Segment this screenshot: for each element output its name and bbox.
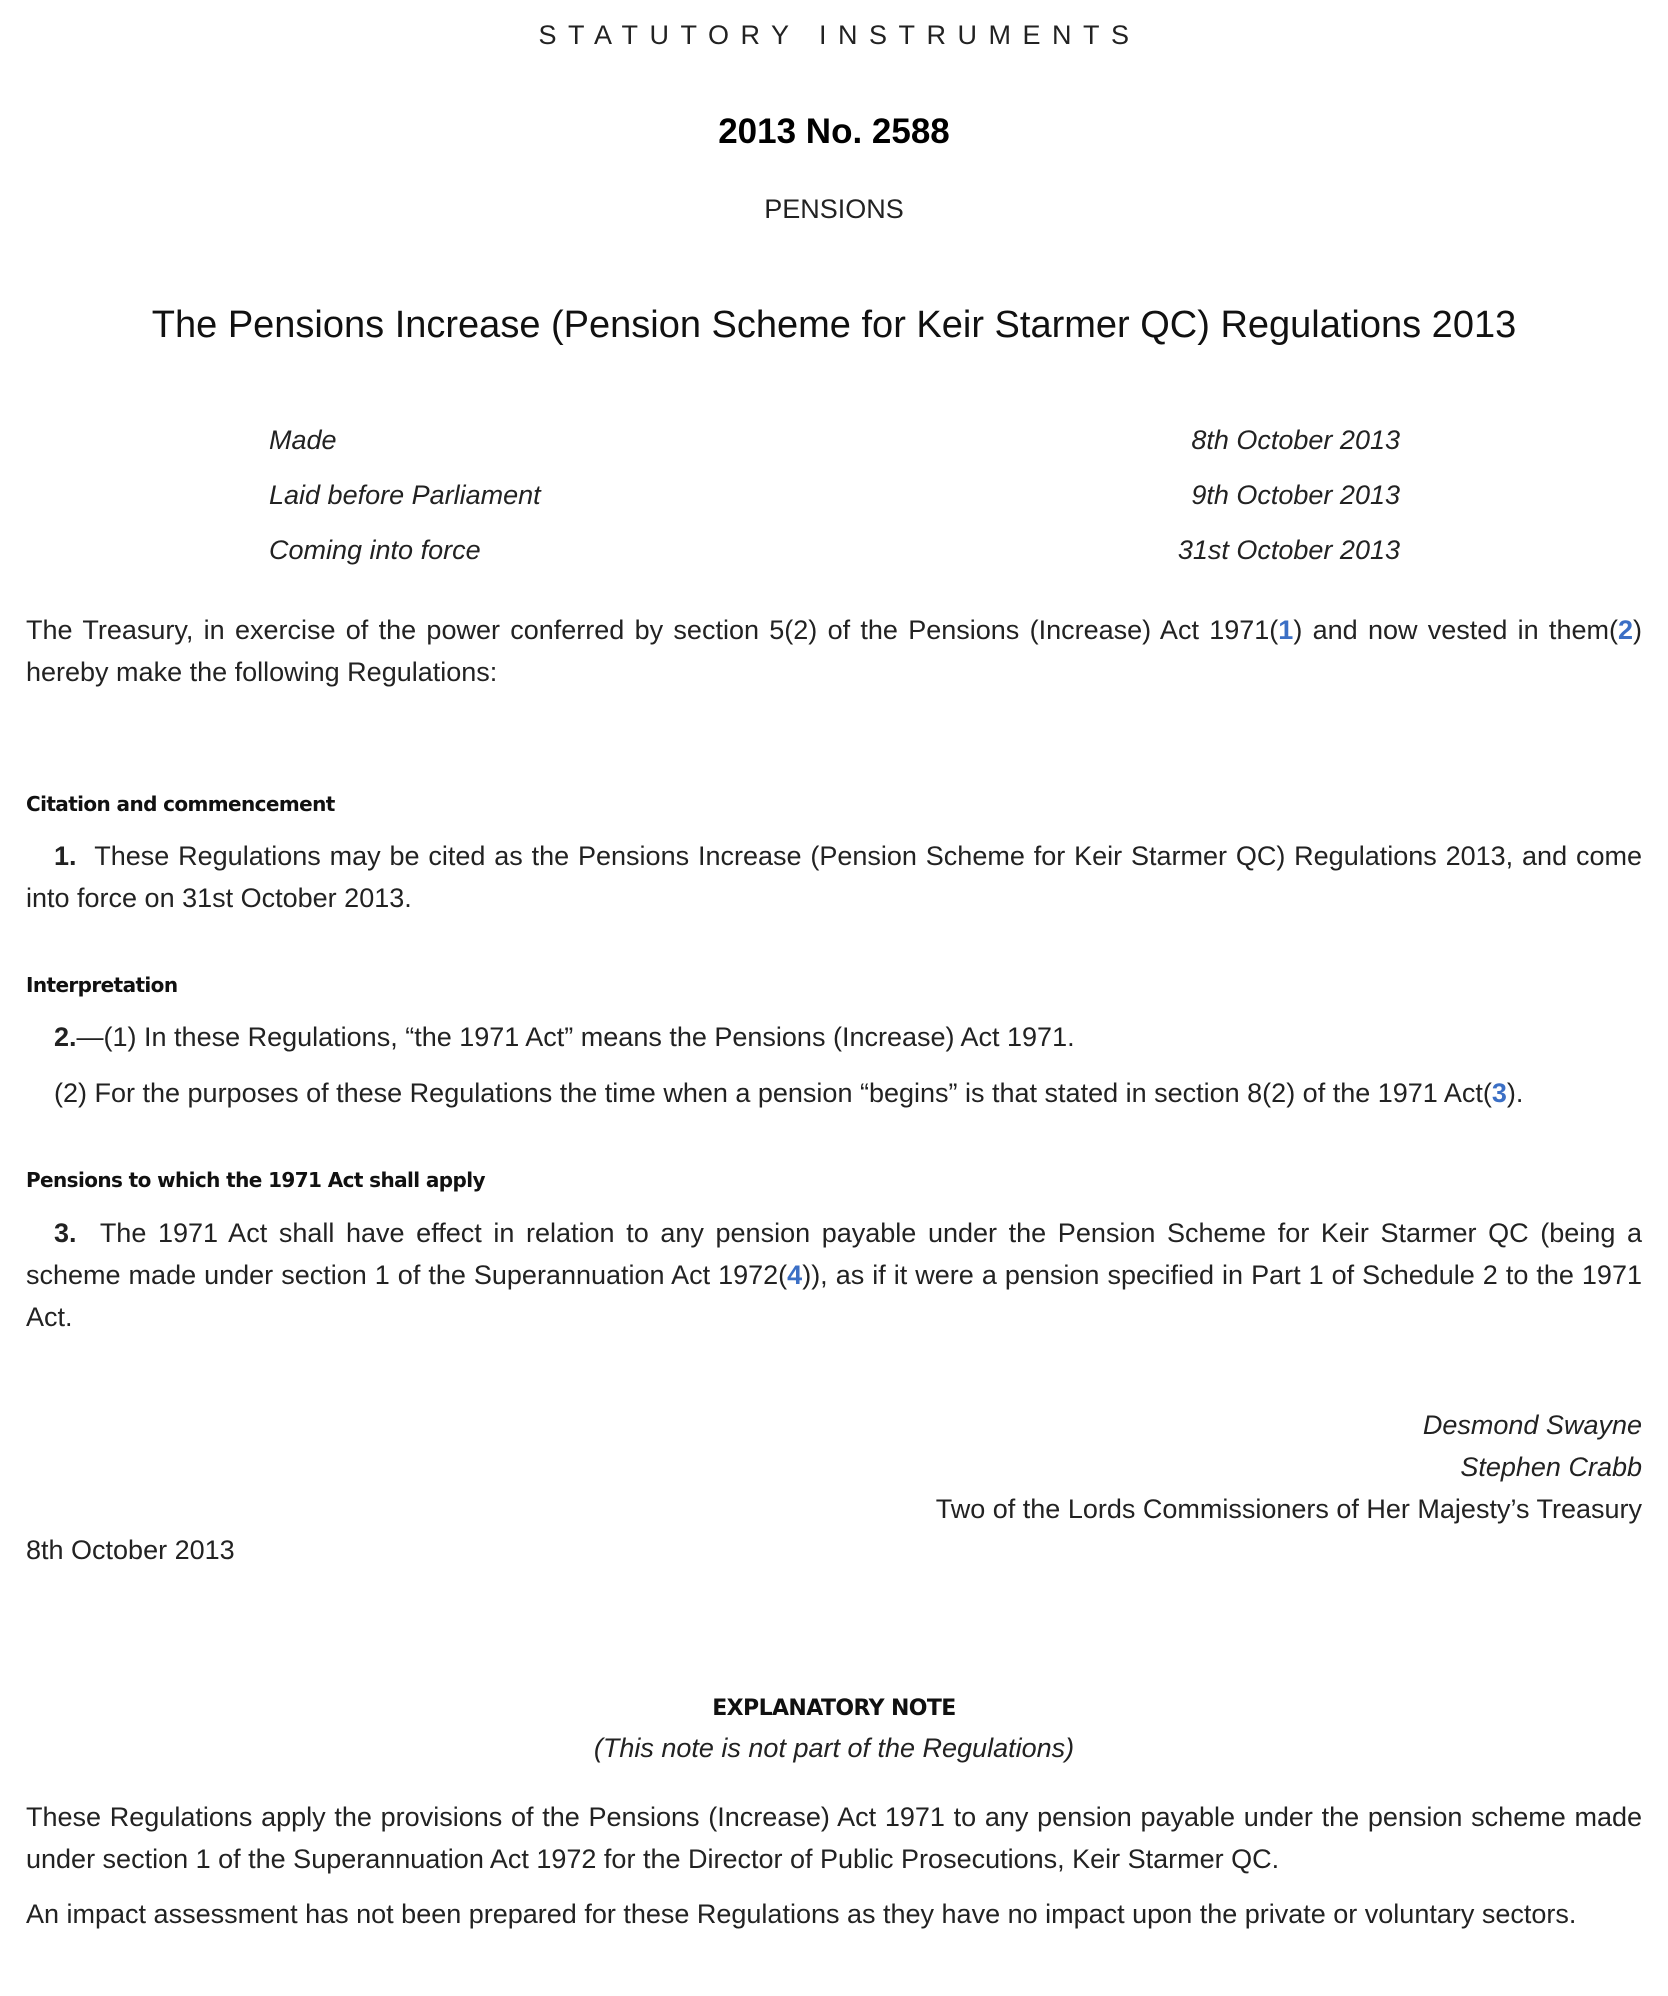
date-row-made	[269, 422, 1400, 477]
section-2-paragraph-2: (2) For the purposes of these Regulations the time when a pension “begins” is that stated in section 8(2) of the 1971 Act(3).	[54, 1078, 1524, 1108]
signature-block	[642, 1404, 1642, 1530]
date-value: 31st October 2013	[1177, 535, 1400, 565]
section-1-paragraph: 1. These Regulations may be cited as the Pensions Increase (Pension Scheme for Keir Starmer QC) Regulations 2013, and come into force on 31st October 2013.	[26, 841, 1642, 913]
signatory-role: Two of the Lords Commissioners of Her Majesty’s Treasury	[935, 1494, 1642, 1524]
section-number: 2.	[54, 1022, 77, 1052]
section-heading-pensions-apply: Pensions to which the 1971 Act shall apply	[26, 1168, 485, 1192]
instrument-number: 2013 No. 2588	[718, 112, 950, 151]
signatory-name: Stephen Crabb	[1460, 1452, 1642, 1482]
explanatory-note-subtitle: (This note is not part of the Regulations)	[593, 1733, 1075, 1763]
footnote-link-2[interactable]: 2	[1617, 615, 1633, 645]
section-heading-citation: Citation and commencement	[26, 792, 335, 816]
section-heading-interpretation: Interpretation	[26, 973, 178, 997]
section-1	[26, 835, 1642, 919]
date-label: Laid before Parliament	[269, 480, 541, 510]
footnote-link-1[interactable]: 1	[1278, 615, 1294, 645]
page-title: The Pensions Increase (Pension Scheme for Keir Starmer QC) Regulations 2013	[151, 304, 1517, 346]
date-value: 8th October 2013	[1191, 425, 1400, 455]
explanatory-note-body	[26, 1796, 1642, 1935]
section-number: 3.	[54, 1218, 77, 1248]
signature-date: 8th October 2013	[26, 1535, 235, 1565]
section-number: 1.	[54, 841, 77, 871]
date-row-coming-into-force	[269, 532, 1400, 587]
date-label: Coming into force	[269, 535, 481, 565]
date-value: 9th October 2013	[1191, 480, 1400, 510]
preamble	[26, 609, 1642, 693]
explanatory-note-heading: EXPLANATORY NOTE	[712, 1696, 956, 1721]
date-row-laid	[269, 477, 1400, 532]
dates-table	[269, 422, 1400, 587]
section-3	[26, 1212, 1642, 1338]
section-3-paragraph: 3. The 1971 Act shall have effect in relation to any pension payable under the Pension Scheme for Keir Starmer QC (being a scheme made under section 1 of the Superannuation Act 1972(4)), as if it were a pension specified in Part 1 of Schedule 2 to the 1971 Act.	[26, 1218, 1642, 1332]
section-2	[26, 1016, 1642, 1114]
explanatory-paragraph: An impact assessment has not been prepared for these Regulations as they have no impact upon the private or voluntary sectors.	[26, 1899, 1577, 1929]
footnote-link-4[interactable]: 4	[787, 1260, 803, 1290]
date-label: Made	[269, 425, 337, 455]
footnote-link-3[interactable]: 3	[1491, 1078, 1507, 1108]
explanatory-paragraph: These Regulations apply the provisions of the Pensions (Increase) Act 1971 to any pension payable under the pension scheme made under section 1 of the Superannuation Act 1972 for the Director of Public Prosecutions, Keir Starmer QC.	[26, 1802, 1642, 1874]
section-2-paragraph-1: 2.—(1) In these Regulations, “the 1971 Act” means the Pensions (Increase) Act 1971.	[54, 1022, 1075, 1052]
subject-heading: PENSIONS	[764, 194, 904, 224]
signatory-name: Desmond Swayne	[1422, 1410, 1642, 1440]
preamble-paragraph: The Treasury, in exercise of the power conferred by section 5(2) of the Pensions (Increase) Act 1971(1) and now vested in them(2) hereby make the following Regulations:	[26, 615, 1642, 687]
series-label: STATUTORY INSTRUMENTS	[538, 20, 1141, 50]
